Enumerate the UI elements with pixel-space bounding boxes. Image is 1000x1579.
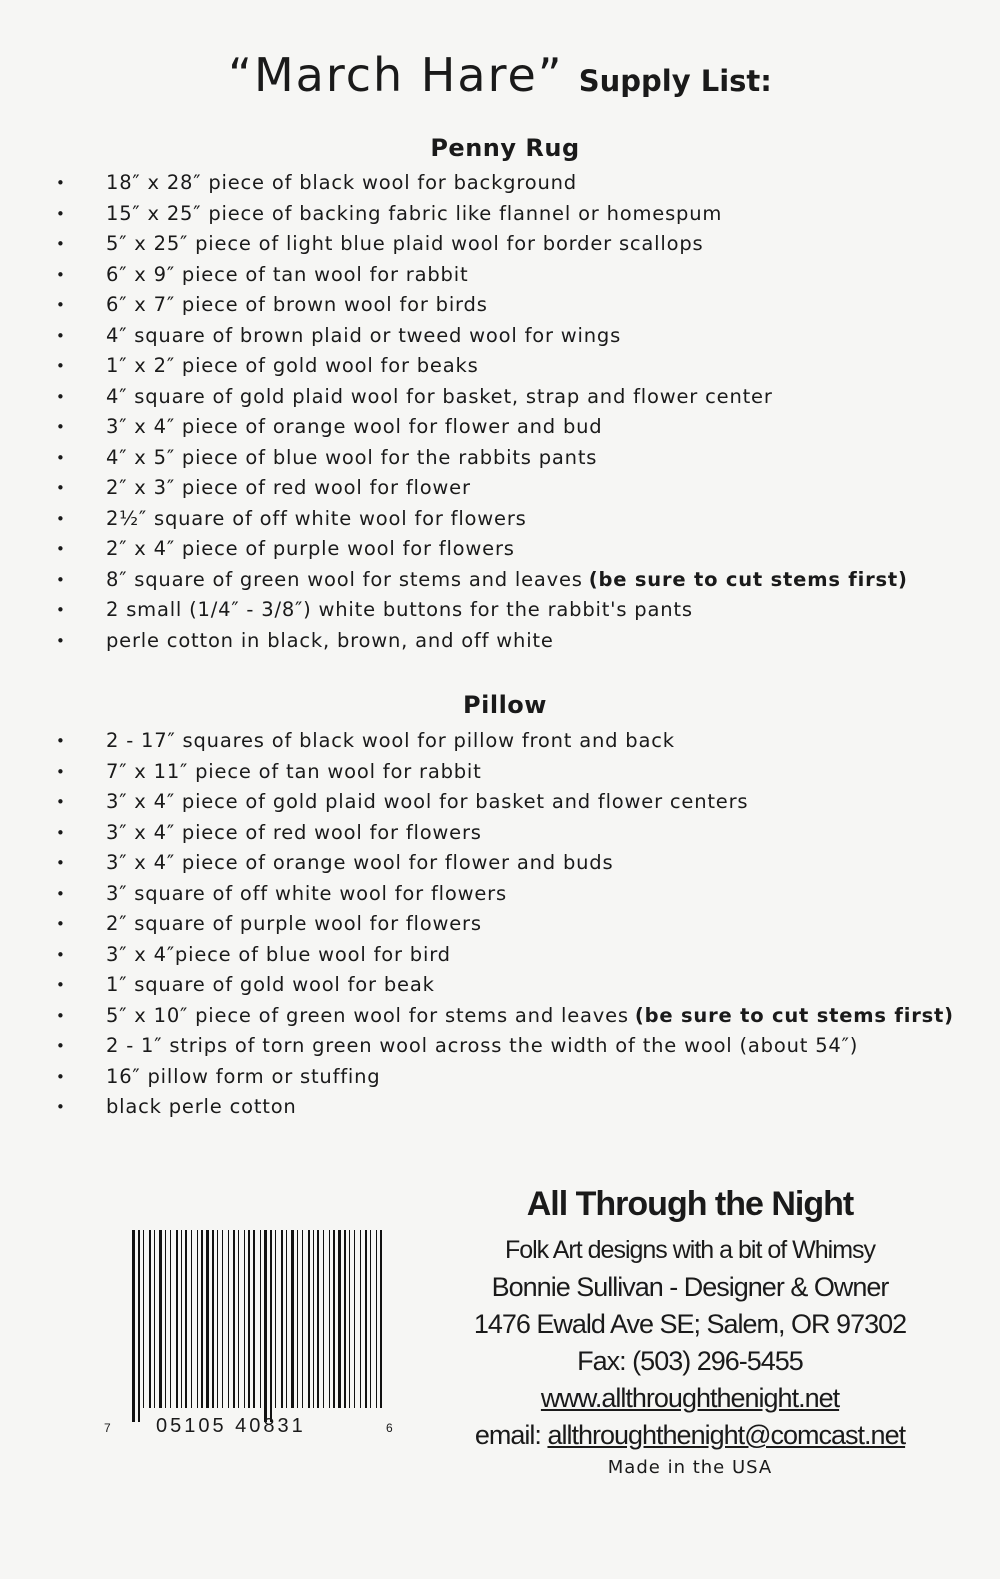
item-text: 4″ square of gold plaid wool for basket, strap and flower center	[106, 384, 773, 408]
item-text: 2 - 1″ strips of torn green wool across the width of the wool (about 54″)	[106, 1034, 859, 1057]
barcode-bar	[281, 1230, 283, 1408]
bullet-icon: •	[56, 793, 66, 811]
item-text: 4″ square of brown plaid or tweed wool for wings	[106, 323, 622, 347]
company-info	[455, 1185, 925, 1454]
item-text-wrapper	[106, 940, 451, 971]
barcode-bar	[138, 1230, 140, 1422]
barcode-bar	[132, 1230, 135, 1422]
supply-list-label: Supply List:	[578, 64, 772, 98]
item-text-wrapper	[106, 412, 602, 443]
item-text: 2″ x 4″ piece of purple wool for flowers	[106, 537, 515, 560]
website-link[interactable]: www.allthroughthenight.net	[540, 1383, 840, 1413]
barcode-bar	[329, 1230, 330, 1408]
item-text: 2″ x 3″ piece of red wool for flower	[106, 476, 471, 499]
made-in-label: Made in the USA	[607, 1457, 773, 1478]
bullet-icon: •	[56, 265, 66, 284]
item-text: perle cotton in black, brown, and off white	[106, 628, 554, 652]
email-label: email:	[474, 1420, 541, 1450]
company-address: 1476 Ewald Ave SE; Salem, OR 97302	[473, 1309, 907, 1339]
barcode-bar	[159, 1230, 162, 1408]
item-text: 4″ x 5″ piece of blue wool for the rabbits pants	[106, 445, 598, 469]
item-text: 7″ x 11″ piece of tan wool for rabbit	[106, 759, 482, 783]
bullet-icon: •	[56, 1037, 66, 1055]
item-text-wrapper	[106, 473, 471, 504]
item-text-wrapper	[106, 351, 479, 382]
barcode-bar	[370, 1230, 371, 1408]
bullet-icon: •	[56, 854, 66, 872]
bullet-icon: •	[56, 1098, 66, 1116]
bullet-icon: •	[56, 976, 66, 994]
item-text-wrapper	[106, 970, 435, 1001]
item-text: 3″ x 4″piece of blue wool for bird	[106, 942, 451, 966]
barcode-bar	[217, 1230, 218, 1408]
barcode-bar	[253, 1230, 255, 1408]
barcode-bar	[365, 1230, 367, 1408]
bullet-icon: •	[56, 509, 66, 528]
barcode-bar	[222, 1230, 223, 1408]
barcode-bar	[302, 1230, 303, 1408]
item-text-wrapper	[106, 168, 577, 199]
section-heading-pillow: Pillow	[463, 691, 547, 719]
item-text: 6″ x 9″ piece of tan wool for rabbit	[106, 262, 469, 286]
bullet-icon: •	[56, 1006, 66, 1025]
item-text: 15″ x 25″ piece of backing fabric like flannel or homespum	[106, 201, 723, 225]
barcode-bar	[185, 1230, 187, 1408]
item-text-wrapper	[106, 626, 554, 657]
item-text-wrapper	[106, 229, 703, 260]
item-note: (be sure to cut stems first)	[634, 1003, 954, 1027]
barcode-bar	[191, 1230, 192, 1408]
bullet-icon: •	[56, 823, 66, 842]
company-name: All Through the Night	[526, 1185, 854, 1223]
bullet-icon: •	[56, 570, 66, 589]
barcode-bar	[206, 1230, 209, 1408]
barcode-bar	[181, 1230, 182, 1408]
barcode-bar	[143, 1230, 144, 1408]
item-text: 2″ square of purple wool for flowers	[106, 912, 482, 935]
barcode-bar	[233, 1230, 235, 1408]
barcode-bar	[376, 1230, 377, 1408]
bullet-icon: •	[56, 884, 66, 903]
item-text: 2½″ square of off white wool for flowers	[106, 506, 527, 530]
item-text: 5″ x 10″ piece of green wool for stems and leaves	[106, 1003, 629, 1027]
barcode-bar	[154, 1230, 155, 1408]
barcode-bar	[333, 1230, 335, 1408]
bullet-icon: •	[56, 387, 66, 406]
bullet-icon: •	[56, 945, 66, 964]
barcode-bar	[286, 1230, 287, 1408]
item-text-wrapper	[106, 1031, 858, 1062]
item-text-wrapper	[106, 595, 693, 626]
barcode-bar	[270, 1230, 272, 1422]
barcode-bar	[170, 1230, 171, 1408]
company-fax: Fax: (503) 296-5455	[577, 1346, 803, 1376]
bullet-icon: •	[56, 418, 66, 436]
barcode-bar	[317, 1230, 319, 1408]
item-text-wrapper	[106, 382, 773, 413]
barcode-bar	[201, 1230, 203, 1408]
item-text-wrapper	[106, 534, 515, 565]
barcode-digits: 05105 40831	[156, 1415, 306, 1437]
barcode-right-digit: 6	[386, 1421, 393, 1435]
bullet-icon: •	[56, 1067, 66, 1086]
item-text-wrapper	[106, 260, 468, 291]
item-text-wrapper	[106, 879, 507, 910]
item-text-wrapper	[106, 818, 482, 849]
barcode-bar	[344, 1230, 346, 1408]
item-text-wrapper	[106, 565, 908, 596]
bullet-icon: •	[56, 479, 66, 497]
barcode-bar	[197, 1230, 198, 1408]
item-text: 16″ pillow form or stuffing	[106, 1064, 381, 1088]
barcode-bar	[297, 1230, 298, 1408]
barcode-bar	[360, 1230, 361, 1408]
barcode-bar	[244, 1230, 245, 1408]
barcode-bar	[354, 1230, 355, 1408]
item-text-wrapper	[106, 848, 613, 879]
bullet-icon: •	[56, 601, 66, 619]
item-text: 3″ x 4″ piece of orange wool for flower and buds	[106, 851, 614, 874]
barcode	[100, 1228, 400, 1443]
bullet-icon: •	[56, 296, 66, 314]
company-owner: Bonnie Sullivan - Designer & Owner	[491, 1272, 889, 1302]
item-text-wrapper	[106, 1062, 380, 1093]
bullet-icon: •	[56, 174, 66, 192]
item-text: 1″ x 2″ piece of gold wool for beaks	[106, 354, 479, 377]
item-text-wrapper	[106, 321, 621, 352]
barcode-bar	[165, 1230, 166, 1408]
barcode-bar	[380, 1230, 382, 1408]
company-email-line	[455, 1417, 925, 1454]
bullet-icon: •	[56, 357, 66, 375]
bullet-icon: •	[56, 448, 66, 467]
item-text: 6″ x 7″ piece of brown wool for birds	[106, 293, 488, 316]
item-text: 3″ x 4″ piece of orange wool for flower and bud	[106, 415, 603, 438]
item-text-wrapper	[106, 1001, 954, 1032]
bullet-icon: •	[56, 204, 66, 223]
item-text-wrapper	[106, 199, 722, 230]
bullet-icon: •	[56, 540, 66, 558]
barcode-bar	[338, 1230, 341, 1408]
item-text: 3″ square of off white wool for flowers	[106, 881, 507, 905]
pattern-name: “March Hare”	[228, 48, 564, 102]
item-text: 3″ x 4″ piece of red wool for flowers	[106, 820, 482, 844]
bullet-icon: •	[56, 235, 66, 253]
bullet-icon: •	[56, 631, 66, 650]
item-text: 5″ x 25″ piece of light blue plaid wool for border scallops	[106, 232, 704, 255]
barcode-bar	[308, 1230, 310, 1408]
item-text-wrapper	[106, 1092, 297, 1123]
item-text-wrapper	[106, 757, 482, 788]
item-text-wrapper	[106, 290, 488, 321]
barcode-left-digit: 7	[104, 1421, 111, 1435]
page-title	[0, 48, 1000, 102]
company-tagline: Folk Art designs with a bit of Whimsy	[504, 1236, 876, 1264]
item-text: 8″ square of green wool for stems and leaves	[106, 567, 583, 591]
item-text-wrapper	[106, 504, 527, 535]
section-heading-penny-rug: Penny Rug	[430, 134, 580, 162]
barcode-bars	[132, 1230, 382, 1422]
barcode-bar	[248, 1230, 250, 1408]
item-text: 2 - 17″ squares of black wool for pillow front and back	[106, 729, 675, 752]
bullet-icon: •	[56, 915, 66, 933]
barcode-bar	[264, 1230, 267, 1422]
bullet-icon: •	[56, 326, 66, 345]
item-text: 3″ x 4″ piece of gold plaid wool for basket and flower centers	[106, 790, 749, 813]
bullet-icon: •	[56, 762, 66, 781]
barcode-bar	[260, 1230, 261, 1408]
barcode-bar	[212, 1230, 214, 1408]
barcode-bar	[313, 1230, 314, 1408]
item-text-wrapper	[106, 787, 748, 818]
item-text: 1″ square of gold wool for beak	[106, 973, 435, 996]
item-text: 2 small (1/4″ - 3/8″) white buttons for the rabbit's pants	[106, 598, 693, 621]
barcode-bar	[149, 1230, 151, 1408]
item-text-wrapper	[106, 726, 675, 757]
item-text-wrapper	[106, 909, 482, 940]
bullet-icon: •	[56, 732, 66, 750]
barcode-bar	[176, 1230, 178, 1408]
email-link[interactable]: allthroughthenight@comcast.net	[547, 1420, 906, 1450]
barcode-bar	[228, 1230, 229, 1408]
barcode-bar	[275, 1230, 276, 1408]
item-text-wrapper	[106, 443, 597, 474]
barcode-bar	[349, 1230, 350, 1408]
item-text: black perle cotton	[106, 1095, 297, 1118]
barcode-bar	[291, 1230, 294, 1408]
item-text: 18″ x 28″ piece of black wool for background	[106, 171, 577, 194]
barcode-bar	[238, 1230, 239, 1408]
item-note: (be sure to cut stems first)	[588, 567, 908, 591]
barcode-bar	[323, 1230, 324, 1408]
